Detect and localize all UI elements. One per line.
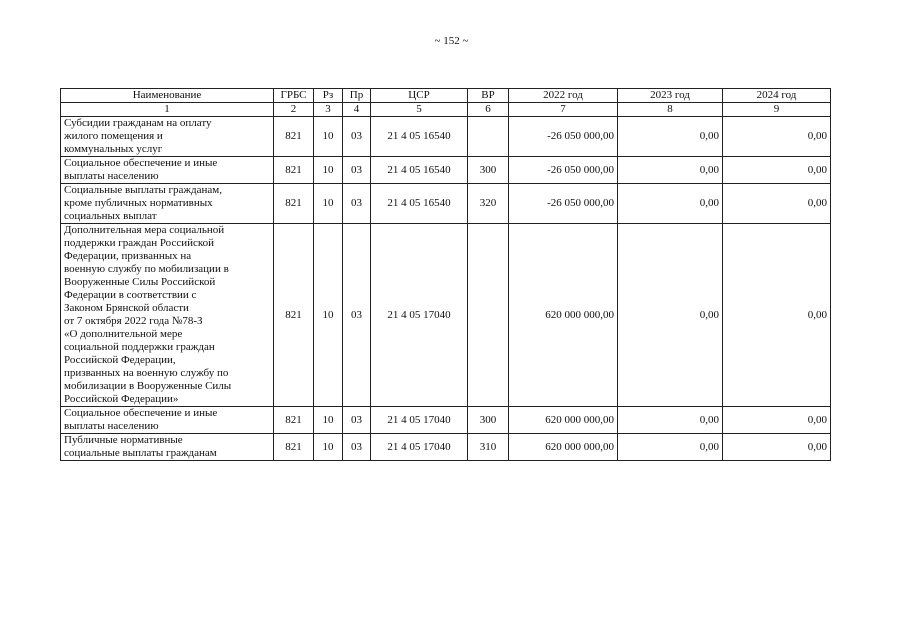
cell-2022: 620 000 000,00 <box>509 224 618 407</box>
name-line: выплаты населению <box>64 170 159 182</box>
cell-name <box>61 434 274 461</box>
name-line: Социальное обеспечение и иные <box>64 407 218 419</box>
cell-csr: 21 4 05 17040 <box>371 434 468 461</box>
cell-csr: 21 4 05 17040 <box>371 407 468 434</box>
cell-csr: 21 4 05 17040 <box>371 224 468 407</box>
column-number: 6 <box>468 103 509 117</box>
column-number: 3 <box>314 103 343 117</box>
cell-pr: 03 <box>343 434 371 461</box>
name-line: кроме публичных нормативных <box>64 197 213 209</box>
column-number: 4 <box>343 103 371 117</box>
cell-rz: 10 <box>314 224 343 407</box>
table-row <box>61 224 831 407</box>
column-number-row <box>61 103 831 117</box>
cell-2023: 0,00 <box>618 434 723 461</box>
name-line: поддержки граждан Российской <box>64 237 215 249</box>
header-pr: Пр <box>343 89 371 103</box>
name-line: Российской Федерации, <box>64 354 176 366</box>
cell-2023: 0,00 <box>618 407 723 434</box>
table-row <box>61 184 831 224</box>
cell-pr: 03 <box>343 224 371 407</box>
cell-grbs: 821 <box>274 407 314 434</box>
cell-csr: 21 4 05 16540 <box>371 157 468 184</box>
cell-pr: 03 <box>343 157 371 184</box>
cell-vr: 300 <box>468 157 509 184</box>
name-line: военную службу по мобилизации в <box>64 263 229 275</box>
cell-2023: 0,00 <box>618 184 723 224</box>
cell-2023: 0,00 <box>618 117 723 157</box>
header-rz: Рз <box>314 89 343 103</box>
name-line: жилого помещения и <box>64 130 163 142</box>
name-line: выплаты населению <box>64 420 159 432</box>
page-number: ~ 152 ~ <box>434 35 469 47</box>
name-line: мобилизации в Вооруженные Силы <box>64 380 232 392</box>
cell-2022: -26 050 000,00 <box>509 157 618 184</box>
name-line: «О дополнительной мере <box>64 328 183 340</box>
name-line: социальных выплат <box>64 210 157 222</box>
cell-2024: 0,00 <box>723 184 831 224</box>
header-2023: 2023 год <box>618 89 723 103</box>
cell-rz: 10 <box>314 117 343 157</box>
cell-grbs: 821 <box>274 434 314 461</box>
budget-table <box>60 88 831 461</box>
cell-pr: 03 <box>343 184 371 224</box>
cell-vr: 300 <box>468 407 509 434</box>
header-grbs: ГРБС <box>274 89 314 103</box>
cell-name <box>61 157 274 184</box>
cell-2023: 0,00 <box>618 157 723 184</box>
table-body <box>61 117 831 461</box>
cell-2024: 0,00 <box>723 407 831 434</box>
cell-grbs: 821 <box>274 117 314 157</box>
name-line: Дополнительная мера социальной <box>64 224 225 236</box>
name-line: Российской Федерации» <box>64 393 179 405</box>
name-line: Субсидии гражданам на оплату <box>64 117 212 129</box>
header-csr: ЦСР <box>371 89 468 103</box>
cell-name <box>61 117 274 157</box>
header-2024: 2024 год <box>723 89 831 103</box>
table-row <box>61 407 831 434</box>
name-line: Законом Брянской области <box>64 302 189 314</box>
cell-2024: 0,00 <box>723 224 831 407</box>
cell-vr: 310 <box>468 434 509 461</box>
cell-grbs: 821 <box>274 157 314 184</box>
cell-grbs: 821 <box>274 224 314 407</box>
table-row <box>61 157 831 184</box>
name-line: социальные выплаты гражданам <box>64 447 217 459</box>
table-row <box>61 117 831 157</box>
cell-rz: 10 <box>314 184 343 224</box>
header-2022: 2022 год <box>509 89 618 103</box>
cell-name <box>61 407 274 434</box>
header-vr: ВР <box>468 89 509 103</box>
cell-name <box>61 184 274 224</box>
cell-rz: 10 <box>314 407 343 434</box>
name-line: Федерации, призванных на <box>64 250 192 262</box>
header-name: Наименование <box>61 89 274 103</box>
cell-2024: 0,00 <box>723 117 831 157</box>
name-line: коммунальных услуг <box>64 143 163 155</box>
column-number: 5 <box>371 103 468 117</box>
name-line: социальной поддержки граждан <box>64 341 215 353</box>
cell-2024: 0,00 <box>723 157 831 184</box>
name-line: Публичные нормативные <box>64 434 183 446</box>
header-row <box>61 89 831 103</box>
cell-2022: -26 050 000,00 <box>509 117 618 157</box>
cell-grbs: 821 <box>274 184 314 224</box>
cell-pr: 03 <box>343 407 371 434</box>
cell-2022: 620 000 000,00 <box>509 407 618 434</box>
cell-2023: 0,00 <box>618 224 723 407</box>
table-row <box>61 434 831 461</box>
column-number: 2 <box>274 103 314 117</box>
cell-vr <box>468 224 509 407</box>
name-line: от 7 октября 2022 года №78-З <box>64 315 203 327</box>
name-line: Вооруженные Силы Российской <box>64 276 216 288</box>
name-line: Социальное обеспечение и иные <box>64 157 218 169</box>
cell-2022: -26 050 000,00 <box>509 184 618 224</box>
cell-vr <box>468 117 509 157</box>
column-number: 1 <box>61 103 274 117</box>
cell-pr: 03 <box>343 117 371 157</box>
cell-csr: 21 4 05 16540 <box>371 184 468 224</box>
column-number: 9 <box>723 103 831 117</box>
column-number: 7 <box>509 103 618 117</box>
cell-2024: 0,00 <box>723 434 831 461</box>
cell-rz: 10 <box>314 157 343 184</box>
cell-2022: 620 000 000,00 <box>509 434 618 461</box>
name-line: Социальные выплаты гражданам, <box>64 184 222 196</box>
cell-csr: 21 4 05 16540 <box>371 117 468 157</box>
cell-rz: 10 <box>314 434 343 461</box>
name-line: Федерации в соответствии с <box>64 289 197 301</box>
cell-name <box>61 224 274 407</box>
name-line: призванных на военную службу по <box>64 367 229 379</box>
column-number: 8 <box>618 103 723 117</box>
cell-vr: 320 <box>468 184 509 224</box>
